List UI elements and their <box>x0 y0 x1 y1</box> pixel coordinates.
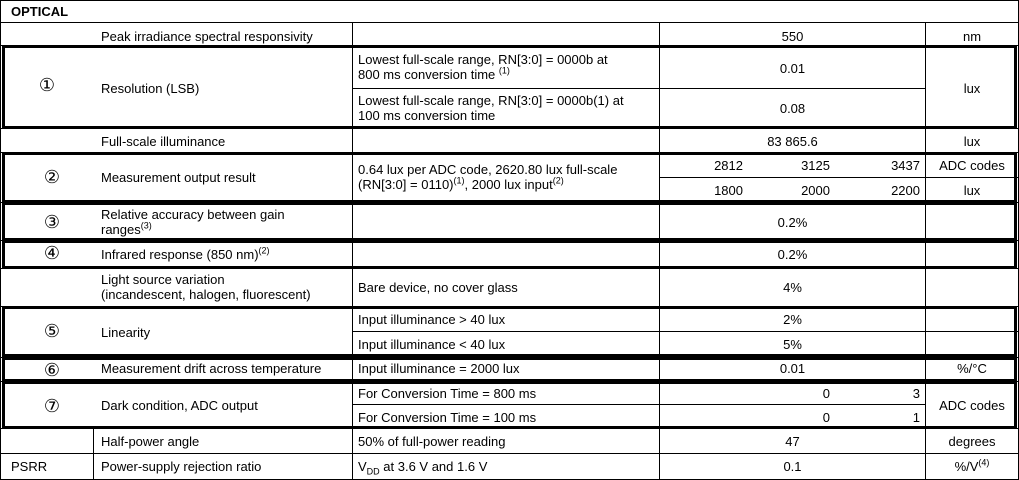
condition-text: For Conversion Time = 800 ms <box>358 386 537 401</box>
condition-text: Lowest full-scale range, RN[3:0] = 0000b at 800 ms conversion time $^{(1)}$ <box>358 52 608 82</box>
typ-value: 0.01 <box>779 361 806 376</box>
typ-value: 47 <box>785 434 800 449</box>
condition-text: 0.64 lux per ADC code, 2620.80 lux full-scale (RN[3:0] = 0110)$^{(1)}$, 2000 lux input$^{(2)}$ <box>358 162 618 192</box>
param-label: Power-supply rejection ratio <box>101 459 262 474</box>
row-marker: ⑦ <box>43 396 61 416</box>
typ-value: 2000 <box>801 183 830 198</box>
max-value: 3 <box>912 386 920 401</box>
param-label: Measurement output result <box>101 170 256 185</box>
unit-value: ADC codes <box>939 158 1005 173</box>
typ-value: 2% <box>783 312 802 327</box>
condition-text: Input illuminance < 40 lux <box>358 337 506 352</box>
condition-text: Bare device, no cover glass <box>358 280 518 295</box>
unit-value: ADC codes <box>939 398 1005 413</box>
unit-value: nm <box>962 29 982 44</box>
min-value: 0 <box>822 386 830 401</box>
typ-value: 550 <box>781 29 804 44</box>
unit-value: degrees <box>948 434 996 449</box>
max-value: 2200 <box>891 183 920 198</box>
unit-value: lux <box>963 81 981 96</box>
param-label: Half-power angle <box>101 434 200 449</box>
symbol-label: PSRR <box>11 459 48 474</box>
param-label: Light source variation (incandescent, halogen, fluorescent) <box>101 272 311 302</box>
param-label: Infrared response (850 nm)$^{(2)}$ <box>101 245 270 262</box>
param-label: Resolution (LSB) <box>101 81 200 96</box>
param-label: Full-scale illuminance <box>101 134 226 149</box>
typ-value: 5% <box>783 337 802 352</box>
max-value: 1 <box>912 410 920 425</box>
typ-value: 0.01 <box>779 61 806 76</box>
min-value: 2812 <box>714 158 743 173</box>
condition-text: Input illuminance = 2000 lux <box>358 361 520 376</box>
param-label: Peak irradiance spectral responsivity <box>101 29 313 44</box>
typ-value: 0.2% <box>777 247 808 262</box>
unit-value: lux <box>963 134 981 149</box>
param-label: Measurement drift across temperature <box>101 361 322 376</box>
min-value: 0 <box>822 410 830 425</box>
row-marker: ② <box>43 167 61 187</box>
row-marker: ④ <box>43 243 61 263</box>
condition-text: For Conversion Time = 100 ms <box>358 410 537 425</box>
row-marker: ⑤ <box>43 321 61 341</box>
section-title: OPTICAL <box>11 4 69 19</box>
row-marker: ① <box>38 75 56 95</box>
condition-text: Lowest full-scale range, RN[3:0] = 0000b(1) at 100 ms conversion time <box>358 93 624 123</box>
min-value: 1800 <box>714 183 743 198</box>
typ-value: 83 865.6 <box>767 134 818 149</box>
typ-value: 0.08 <box>779 101 806 116</box>
typ-value: 3125 <box>801 158 830 173</box>
condition-text: 50% of full-power reading <box>358 434 506 449</box>
row-marker: ③ <box>43 212 61 232</box>
typ-value: 0.2% <box>777 215 808 230</box>
param-label: Dark condition, ADC output <box>101 398 258 413</box>
unit-value: lux <box>963 183 981 198</box>
unit-value: %/°C <box>957 361 987 376</box>
param-label: Linearity <box>101 325 151 340</box>
condition-text: $V_{DD}$ at 3.6 V and 1.6 V <box>358 459 488 477</box>
param-label: Relative accuracy between gain ranges$^{(3)}$ <box>101 207 285 237</box>
max-value: 3437 <box>891 158 920 173</box>
row-marker: ⑥ <box>43 360 61 380</box>
unit-value: $\%/V^{(4)}$ <box>954 457 990 474</box>
condition-text: Input illuminance > 40 lux <box>358 312 506 327</box>
typ-value: 0.1 <box>783 459 802 474</box>
typ-value: 4% <box>783 280 802 295</box>
